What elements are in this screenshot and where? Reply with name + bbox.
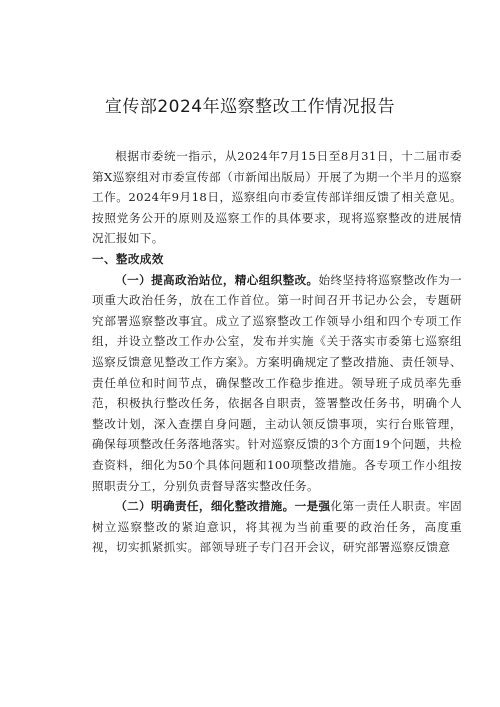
item1-lead: （一）提高政治站位，精心组织整改。 xyxy=(115,272,319,287)
section-heading-text: 一、整改成效 xyxy=(92,251,164,266)
item2-paragraph xyxy=(92,496,462,558)
item1-paragraph xyxy=(92,270,462,497)
item2-lead: （二）明确责任，细化整改措施。 xyxy=(115,499,295,514)
intro-paragraph: 根据市委统一指示，从2024年7月15日至8月31日，十二届市委第X巡察组对市委宣传部（市新闻出版局）开展了为期一个半月的巡察工作。2024年9月18日，巡察组向市委宣传部详细反馈了相关意见。按照党务公开的原则及巡察工作的具体要求，现将巡察整改的进展情况汇报如下。 xyxy=(92,149,462,246)
item2-body: 化第一责任人职责。牢固树立巡察整改的紧迫意识，将其视为当前重要的政治任务，高度重视，切实抓紧抓实。部领导班子专门召开会议，研究部署巡察反馈意 xyxy=(92,499,462,555)
item1-body: 始终坚持将巡察整改作为一项重大政治任务，放在工作首位。第一时间召开书记办公会，专题研究部署巡察整改事宜。成立了巡察整改工作领导小组和四个专项工作组，并设立整改工作办公室，发布并实施《关于落实市委第七巡察组巡察反馈意见整改工作方案》。方案明确规定了整改措施、责任领导、责任单位和时间节点，确保整改工作稳步推进。领导班子成员率先垂范，积极执行整改任务，依据各自职责，签署整改任务书，明确个人整改计划，深入查摆自身问题，主动认领反馈事项，实行台账管理，确保每项整改任务落地落实。针对巡察反馈的3个方面19个问题，共检查资料，细化为50个具体问题和100项整改措施。各专项工作小组按照职责分工，分别负责督导落实整改任务。 xyxy=(92,272,462,493)
section-heading xyxy=(92,249,462,270)
item2-sub: 一是强 xyxy=(294,499,331,514)
document-body xyxy=(92,146,462,558)
document-title: 宣传部2024年巡察整改工作情况报告 xyxy=(104,97,396,117)
